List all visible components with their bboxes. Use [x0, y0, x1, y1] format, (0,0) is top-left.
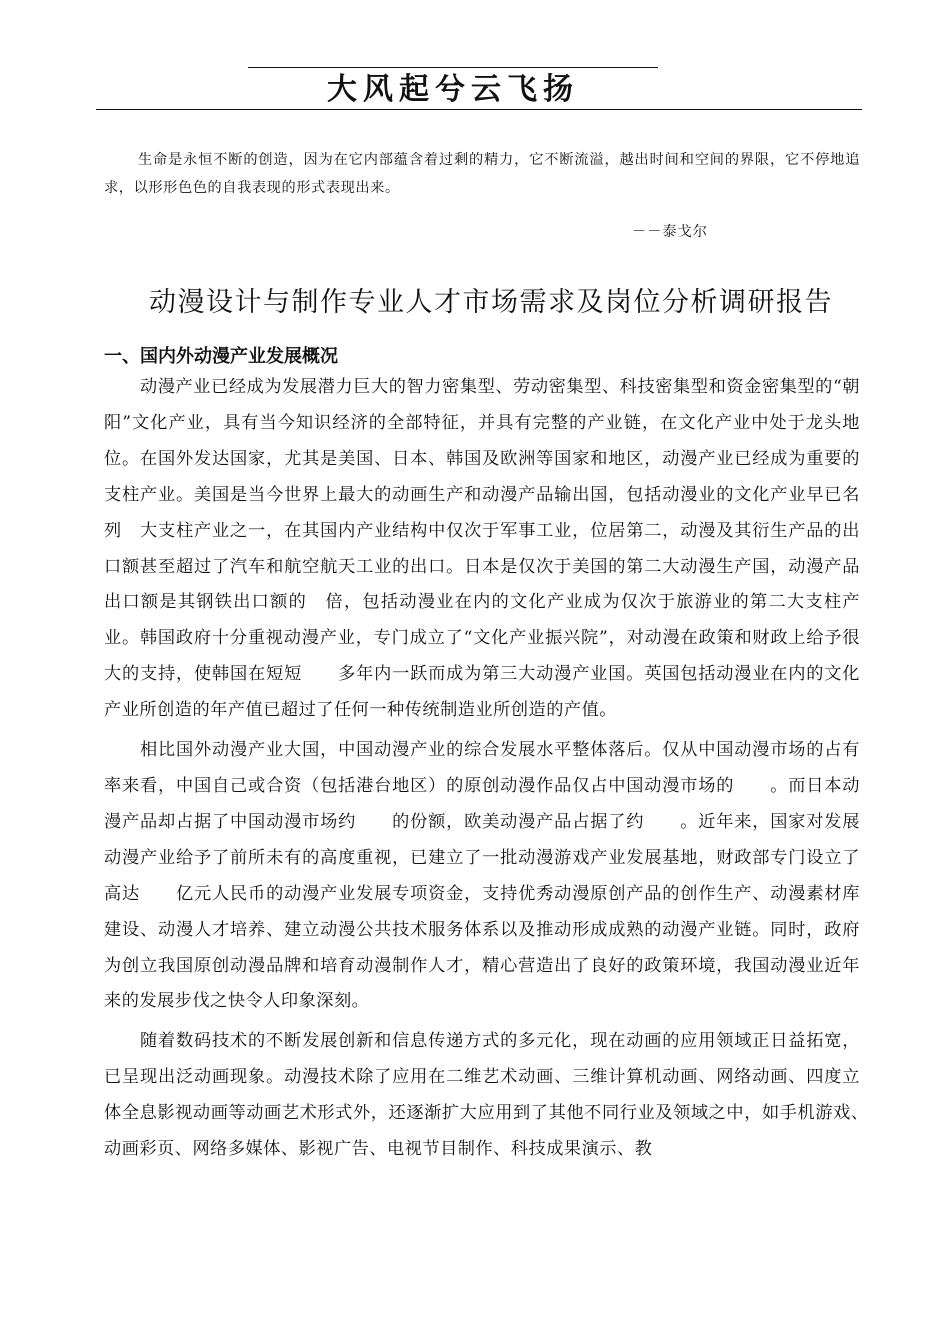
- epigraph-attribution: －－泰戈尔: [632, 224, 708, 240]
- epigraph-quote: 生命是永恒不断的创造，因为在它内部蕴含着过剩的精力，它不断流溢，越出时间和空间的界限，它不停地追求，以形形色色的自我表现的形式表现出来。: [104, 152, 860, 196]
- header-banner: 大风起兮云飞扬: [327, 72, 579, 107]
- header-bottom-rule: [96, 109, 862, 110]
- section-heading: 一、国内外动漫产业发展概况: [104, 345, 338, 367]
- report-body: [104, 370, 914, 1172]
- body-paragraph: 动漫产业已经成为发展潜力巨大的智力密集型、劳动密集型、科技密集型和资金密集型的“朝阳”文化产业，具有当今知识经济的全部特征，并具有完整的产业链，在文化产业中处于龙头地位。在国外发达国家，尤其是美国、日本、韩国及欧洲等国家和地区，动漫产业已经成为重要的支柱产业。美国是当今世界上最大的动画生产和动漫产品输出国，包括动漫业的文化产业早已名列 大支柱产业之一，在其国内产业结构中仅次于军事工业，位居第二，动漫及其衍生产品的出口额甚至超过了汽车和航空航天工业的出口。日本是仅次于美国的第二大动漫生产国，动漫产品出口额是其钢铁出口额的 倍，包括动漫业在内的文化产业成为仅次于旅游业的第二大支柱产业。韩国政府十分重视动漫产业，专门成立了“文化产业振兴院”，对动漫在政策和财政上给予很大的支持，使韩国在短短 多年内一跃而成为第三大动漫产业国。英国包括动漫业在内的文化产业所创造的年产值已超过了任何一种传统制造业所创造的产值。: [104, 377, 860, 721]
- body-paragraph: 随着数码技术的不断发展创新和信息传递方式的多元化，现在动画的应用领域正日益拓宽，已呈现出泛动画现象。动漫技术除了应用在二维艺术动画、三维计算机动画、网络动画、四度立体全息影视动画等动画艺术形式外，还逐渐扩大应用到了其他不同行业及领域之中，如手机游戏、 动画彩页、网络多媒体、影视广告、电视节目制作、科技成果演示、教: [104, 1031, 914, 1160]
- body-paragraph: 相比国外动漫产业大国，中国动漫产业的综合发展水平整体落后。仅从中国动漫市场的占有率来看，中国自己或合资（包括港台地区）的原创动漫作品仅占中国动漫市场的 。而日本动漫产品却占据了中国动漫市场约 的份额，欧美动漫产品占据了约 。近年来，国家对发展动漫产业给予了前所未有的高度重视，已建立了一批动漫游戏产业发展基地，财政部专门设立了高达 亿元人民币的动漫产业发展专项资金，支持优秀动漫原创产品的创作生产、动漫素材库建设、动漫人才培养、建立动漫公共技术服务体系以及推动形成成熟的动漫产业链。同时，政府为创立我国原创动漫品牌和培育动漫制作人才，精心营造出了良好的政策环境，我国动漫业近年来的发展步伐之快令人印象深刻。: [104, 740, 860, 1012]
- header-top-rule: [248, 67, 658, 68]
- report-title: 动漫设计与制作专业人才市场需求及岗位分析调研报告: [149, 287, 833, 319]
